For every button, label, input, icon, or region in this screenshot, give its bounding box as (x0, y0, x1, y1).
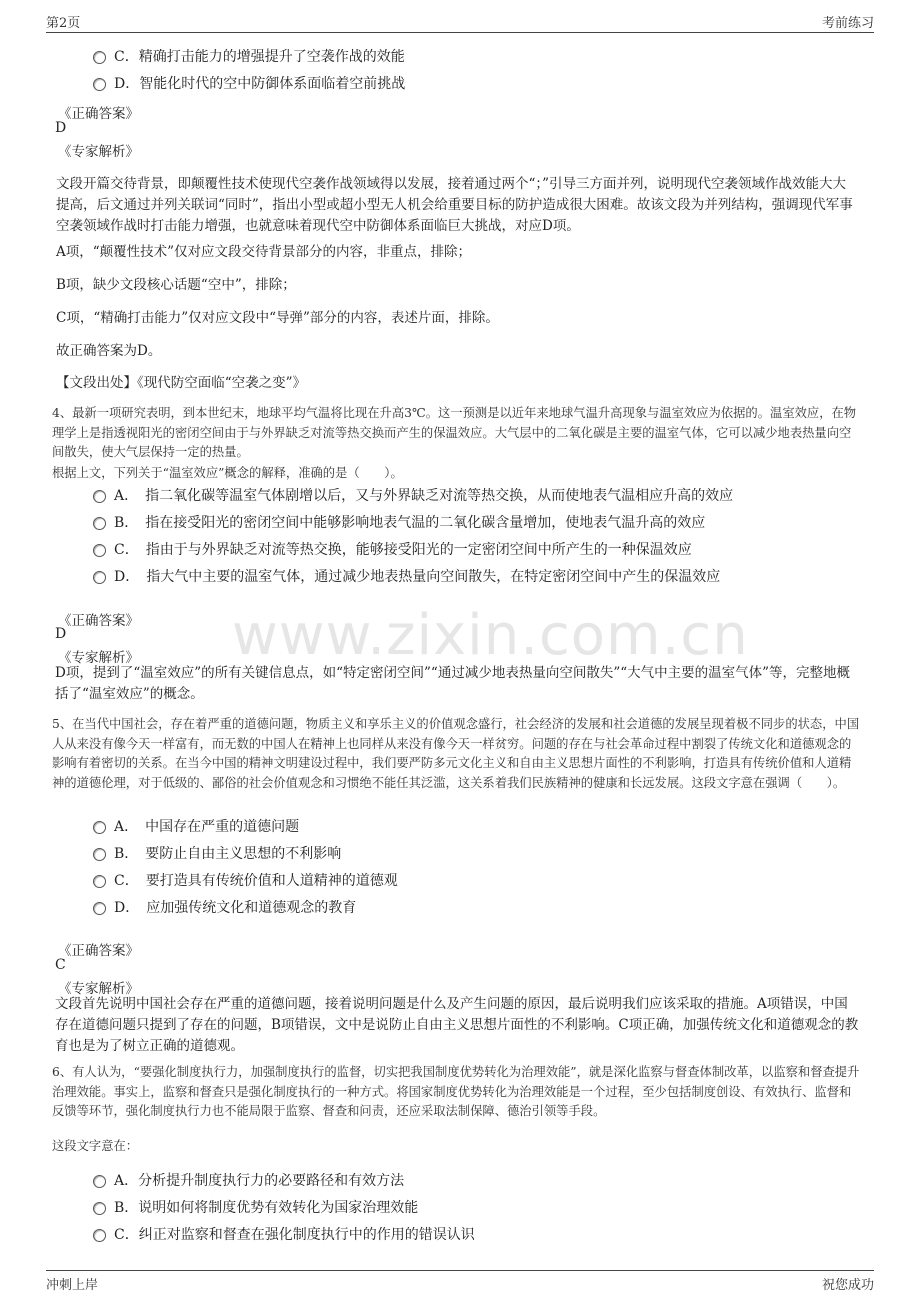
question-5-stem: 5、在当代中国社会，存在着严重的道德问题，物质主义和享乐主义的价值观念盛行，社会经济的发展和社会道德的发展呈现着极不同步的状态，中国人从来没有像今天一样富有，而无数的中国人在精神上也同样从来没有像今天一样贫穷。问题的存在与社会革命过程中割裂了传统文化和道德观念的影响有着密切的关系。在当今中国的精神文明建设过程中，我们要严防多元文化主义和自由主义思想片面性的不利影响，打造具有传统价值和人道精神的道德伦理，对于低级的、鄙俗的社会价值观念和习惯绝不能任其泛滥，这关系着我们民族精神的健康和长远发展。这段文字意在强调（ ）。 (52, 717, 860, 790)
radio-icon[interactable] (93, 875, 106, 888)
analysis-label: 《专家解析》 (58, 981, 139, 997)
question-4-stem: 4、最新一项研究表明，到本世纪末，地球平均气温将比现在升高3℃。这一预测是以近年来地球气温升高现象与温室效应为依据的。温室效应，在物理学上是指透视阳光的密闭空间由于与外界缺乏对流等热交换而产生的保温效应。大气层中的二氧化碳是主要的温室气体，它可以减少地表热量向空间散失，使大气层保持一定的热量。 (52, 406, 857, 459)
footer-right-text: 祝您成功 (821, 1278, 874, 1293)
analysis-label: 《专家解析》 (58, 650, 139, 666)
answer-value: D (55, 120, 67, 136)
option-d[interactable]: D． 应加强传统文化和道德观念的教育 (93, 897, 356, 917)
answer-label: 《正确答案》 (58, 613, 139, 629)
option-b[interactable]: B． 要防止自由主义思想的不利影响 (93, 843, 341, 863)
option-d[interactable]: D． 指大气中主要的温室气体，通过减少地表热量向空间散失，在特定密闭空间中产生的保温效应 (93, 566, 720, 586)
question-6-stem: 6、有人认为，“要强化制度执行力，加强制度执行的监督，切实把我国制度优势转化为治理效能”，就是深化监察与督查体制改革，以监察和督查提升治理效能。事实上，监察和督查只是强化制度执行的一种方式。将国家制度优势转化为治理效能是一个过程，至少包括制度创设、有效执行、监督和反馈等环节，强化制度执行力也不能局限于监察、督查和问责，还应采取法制保障、德治引领等手段。 (52, 1065, 860, 1118)
page-number: 第2页 (46, 16, 81, 31)
option-b[interactable]: B． 指在接受阳光的密闭空间中能够影响地表气温的二氧化碳含量增加，使地表气温升高的效应 (93, 512, 705, 532)
radio-icon[interactable] (93, 902, 106, 915)
radio-icon[interactable] (93, 571, 106, 584)
answer-value: D (55, 626, 67, 642)
radio-icon[interactable] (93, 78, 106, 91)
radio-icon[interactable] (93, 1175, 106, 1188)
radio-icon[interactable] (93, 490, 106, 503)
option-c[interactable]: C． 指由于与外界缺乏对流等热交换，能够接受阳光的一定密闭空间中所产生的一种保温效应 (93, 539, 692, 559)
option-a[interactable]: A． 指二氧化碳等温室气体剧增以后，又与外界缺乏对流等热交换，从而使地表气温相应升高的效应 (93, 485, 733, 505)
analysis-text: 文段首先说明中国社会存在严重的道德问题，接着说明问题是什么及产生问题的原因，最后说明我们应该采取的措施。A项错误，中国存在道德问题只提到了存在的问题，B项错误，文中是说防止自由主义思想片面性的不利影响。C项正确，加强传统文化和道德观念的教育也是为了树立正确的道德观。 (55, 996, 859, 1054)
analysis-label: 《专家解析》 (58, 144, 139, 160)
radio-icon[interactable] (93, 544, 106, 557)
option-c[interactable]: C．精确打击能力的增强提升了空袭作战的效能 (93, 46, 405, 66)
radio-icon[interactable] (93, 1229, 106, 1242)
option-a[interactable]: A．分析提升制度执行力的必要路径和有效方法 (93, 1170, 404, 1190)
option-b[interactable]: B．说明如何将制度优势有效转化为国家治理效能 (93, 1197, 418, 1217)
analysis-text: D项，提到了“温室效应”的所有关键信息点，如“特定密闭空间”“通过减少地表热量向空间散失”“大气中主要的温室气体”等，完整地概括了“温室效应”的概念。 (55, 665, 851, 702)
page-footer (46, 1270, 874, 1297)
option-d[interactable]: D．智能化时代的空中防御体系面临着空前挑战 (93, 73, 405, 93)
watermark: www.zixin.com.cn (232, 603, 749, 668)
analysis-note-b: B项，缺少文段核心话题“空中”，排除； (56, 277, 296, 293)
question-6-prompt: 这段文字意在： (52, 1139, 139, 1153)
radio-icon[interactable] (93, 821, 106, 834)
analysis-text: 文段开篇交待背景，即颠覆性技术使现代空袭作战领域得以发展，接着通过两个“；”引导三方面并列，说明现代空袭领域作战效能大大提高，后文通过并列关联词“同时”，指出小型或超小型无人机会给重要目标的防护造成很大困难。故该文段为并列结构，强调现代军事空袭领域作战时打击能力增强，也就意味着现代空中防御体系面临巨大挑战，对应D项。 (56, 176, 853, 234)
radio-icon[interactable] (93, 848, 106, 861)
answer-label: 《正确答案》 (58, 106, 139, 122)
option-c[interactable]: C． 要打造具有传统价值和人道精神的道德观 (93, 870, 398, 890)
radio-icon[interactable] (93, 51, 106, 64)
analysis-conclusion: 故正确答案为D。 (56, 343, 162, 359)
footer-left-text: 冲刺上岸 (46, 1278, 99, 1293)
answer-label: 《正确答案》 (58, 943, 139, 959)
option-a[interactable]: A． 中国存在严重的道德问题 (93, 816, 299, 836)
analysis-note-c: C项，“精确打击能力”仅对应文段中“导弹”部分的内容，表述片面，排除。 (56, 310, 499, 326)
source-note: 【文段出处】《现代防空面临“空袭之变”》 (56, 375, 307, 391)
page-header (46, 10, 874, 33)
analysis-note-a: A项，“颠覆性技术”仅对应文段交待背景部分的内容，非重点，排除； (56, 244, 472, 260)
header-title: 考前练习 (821, 16, 874, 31)
radio-icon[interactable] (93, 1202, 106, 1215)
answer-value: C (55, 957, 66, 973)
radio-icon[interactable] (93, 517, 106, 530)
question-4-prompt: 根据上文，下列关于“温室效应”概念的解释，准确的是（ ）。 (52, 466, 403, 480)
option-c[interactable]: C．纠正对监察和督查在强化制度执行中的作用的错误认识 (93, 1224, 475, 1244)
